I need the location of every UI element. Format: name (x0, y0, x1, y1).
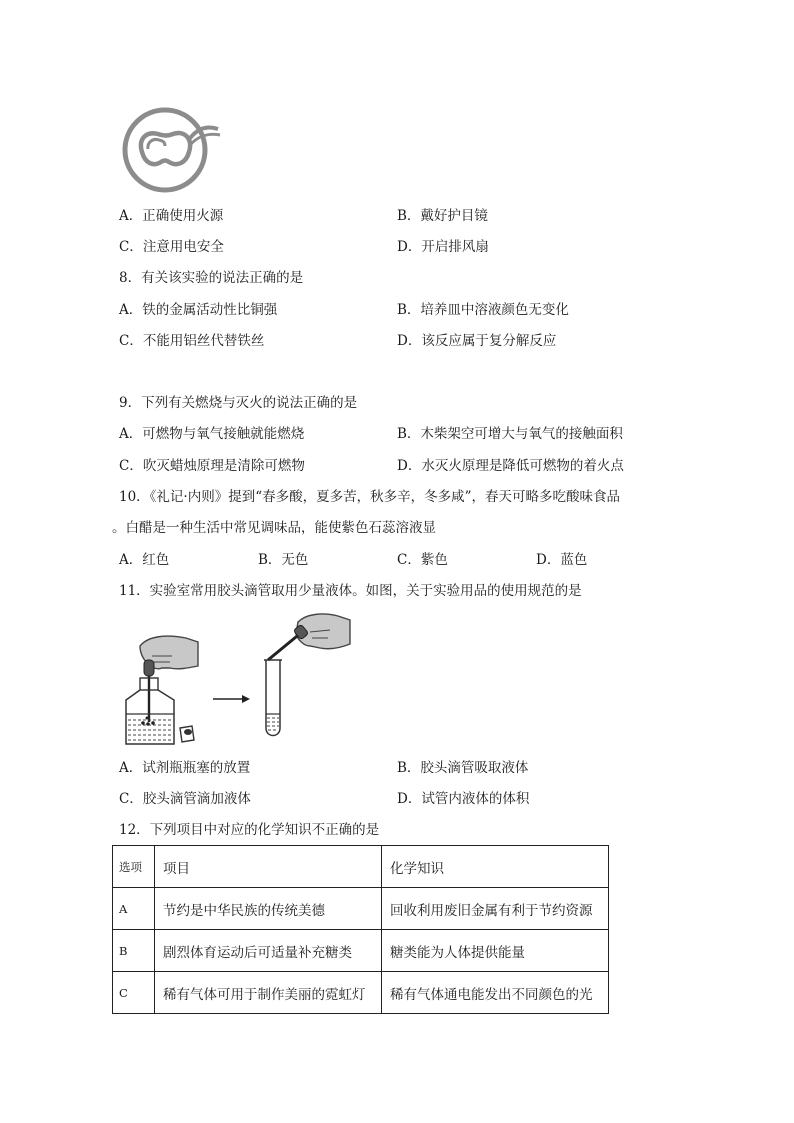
table-cell: 节约是中华民族的传统美德 (155, 888, 382, 930)
q7-option-a[interactable]: A．正确使用火源 (119, 208, 224, 224)
q11-option-b[interactable]: B．胶头滴管吸取液体 (397, 760, 529, 776)
table-cell: B (113, 930, 155, 972)
table-header-cell: 化学知识 (382, 846, 609, 888)
table-cell: 剧烈体育运动后可适量补充糖类 (155, 930, 382, 972)
table-row (113, 930, 609, 972)
q11-option-c[interactable]: C．胶头滴管滴加液体 (119, 791, 251, 807)
q10-stem-line2: 。白醋是一种生活中常见调味品，能使紫色石蕊溶液显 (112, 520, 436, 536)
table-cell: 稀有气体通电能发出不同颜色的光 (382, 972, 609, 1014)
q12-stem: 12．下列项目中对应的化学知识不正确的是 (119, 822, 380, 838)
q8-option-a[interactable]: A．铁的金属活动性比铜强 (119, 302, 278, 318)
arrow-right-icon (212, 693, 252, 705)
q8-option-b[interactable]: B．培养皿中溶液颜色无变化 (397, 302, 569, 318)
table-header-cell: 项目 (155, 846, 382, 888)
q10-option-b[interactable]: B．无色 (258, 552, 309, 568)
table-cell: 稀有气体可用于制作美丽的霓虹灯 (155, 972, 382, 1014)
table-row (113, 972, 609, 1014)
table-cell: C (113, 972, 155, 1014)
q9-option-a[interactable]: A．可燃物与氧气接触就能燃烧 (119, 426, 305, 442)
q9-option-c[interactable]: C．吹灭蜡烛原理是清除可燃物 (119, 458, 305, 474)
goggles-icon (120, 105, 224, 193)
knowledge-table (112, 845, 609, 1014)
q8-option-c[interactable]: C．不能用铝丝代替铁丝 (119, 333, 265, 349)
q10-option-c[interactable]: C．紫色 (397, 552, 448, 568)
q10-option-a[interactable]: A．红色 (119, 552, 170, 568)
q11-option-a[interactable]: A．试剂瓶瓶塞的放置 (119, 760, 251, 776)
table-cell: 回收利用废旧金属有利于节约资源 (382, 888, 609, 930)
table-cell: A (113, 888, 155, 930)
q9-option-d[interactable]: D．水灭火原理是降低可燃物的着火点 (397, 458, 624, 474)
q8-stem: 8．有关该实验的说法正确的是 (119, 270, 304, 286)
q9-option-b[interactable]: B．木柴架空可增大与氧气的接触面积 (397, 426, 623, 442)
test-tube-dropper-icon (258, 610, 352, 742)
table-cell: 糖类能为人体提供能量 (382, 930, 609, 972)
table-header-row (113, 846, 609, 888)
q7-option-d[interactable]: D．开启排风扇 (397, 239, 489, 255)
table-row (113, 888, 609, 930)
q11-option-d[interactable]: D．试管内液体的体积 (397, 791, 530, 807)
q10-option-d[interactable]: D．蓝色 (536, 552, 588, 568)
q11-stem: 11．实验室常用胶头滴管取用少量液体。如图，关于实验用品的使用规范的是 (119, 583, 582, 599)
reagent-bottle-dropper-icon (118, 632, 200, 748)
q9-stem: 9．下列有关燃烧与灭火的说法正确的是 (119, 395, 358, 411)
q8-option-d[interactable]: D．该反应属于复分解反应 (397, 333, 557, 349)
q7-option-b[interactable]: B．戴好护目镜 (397, 208, 488, 224)
q7-option-c[interactable]: C．注意用电安全 (119, 239, 224, 255)
q10-stem-line1: 10．《礼记·内则》提到“春多酸，夏多苦，秋多辛，冬多咸”，春天可略多吃酸味食品 (119, 489, 621, 505)
table-header-cell: 选项 (113, 846, 155, 888)
